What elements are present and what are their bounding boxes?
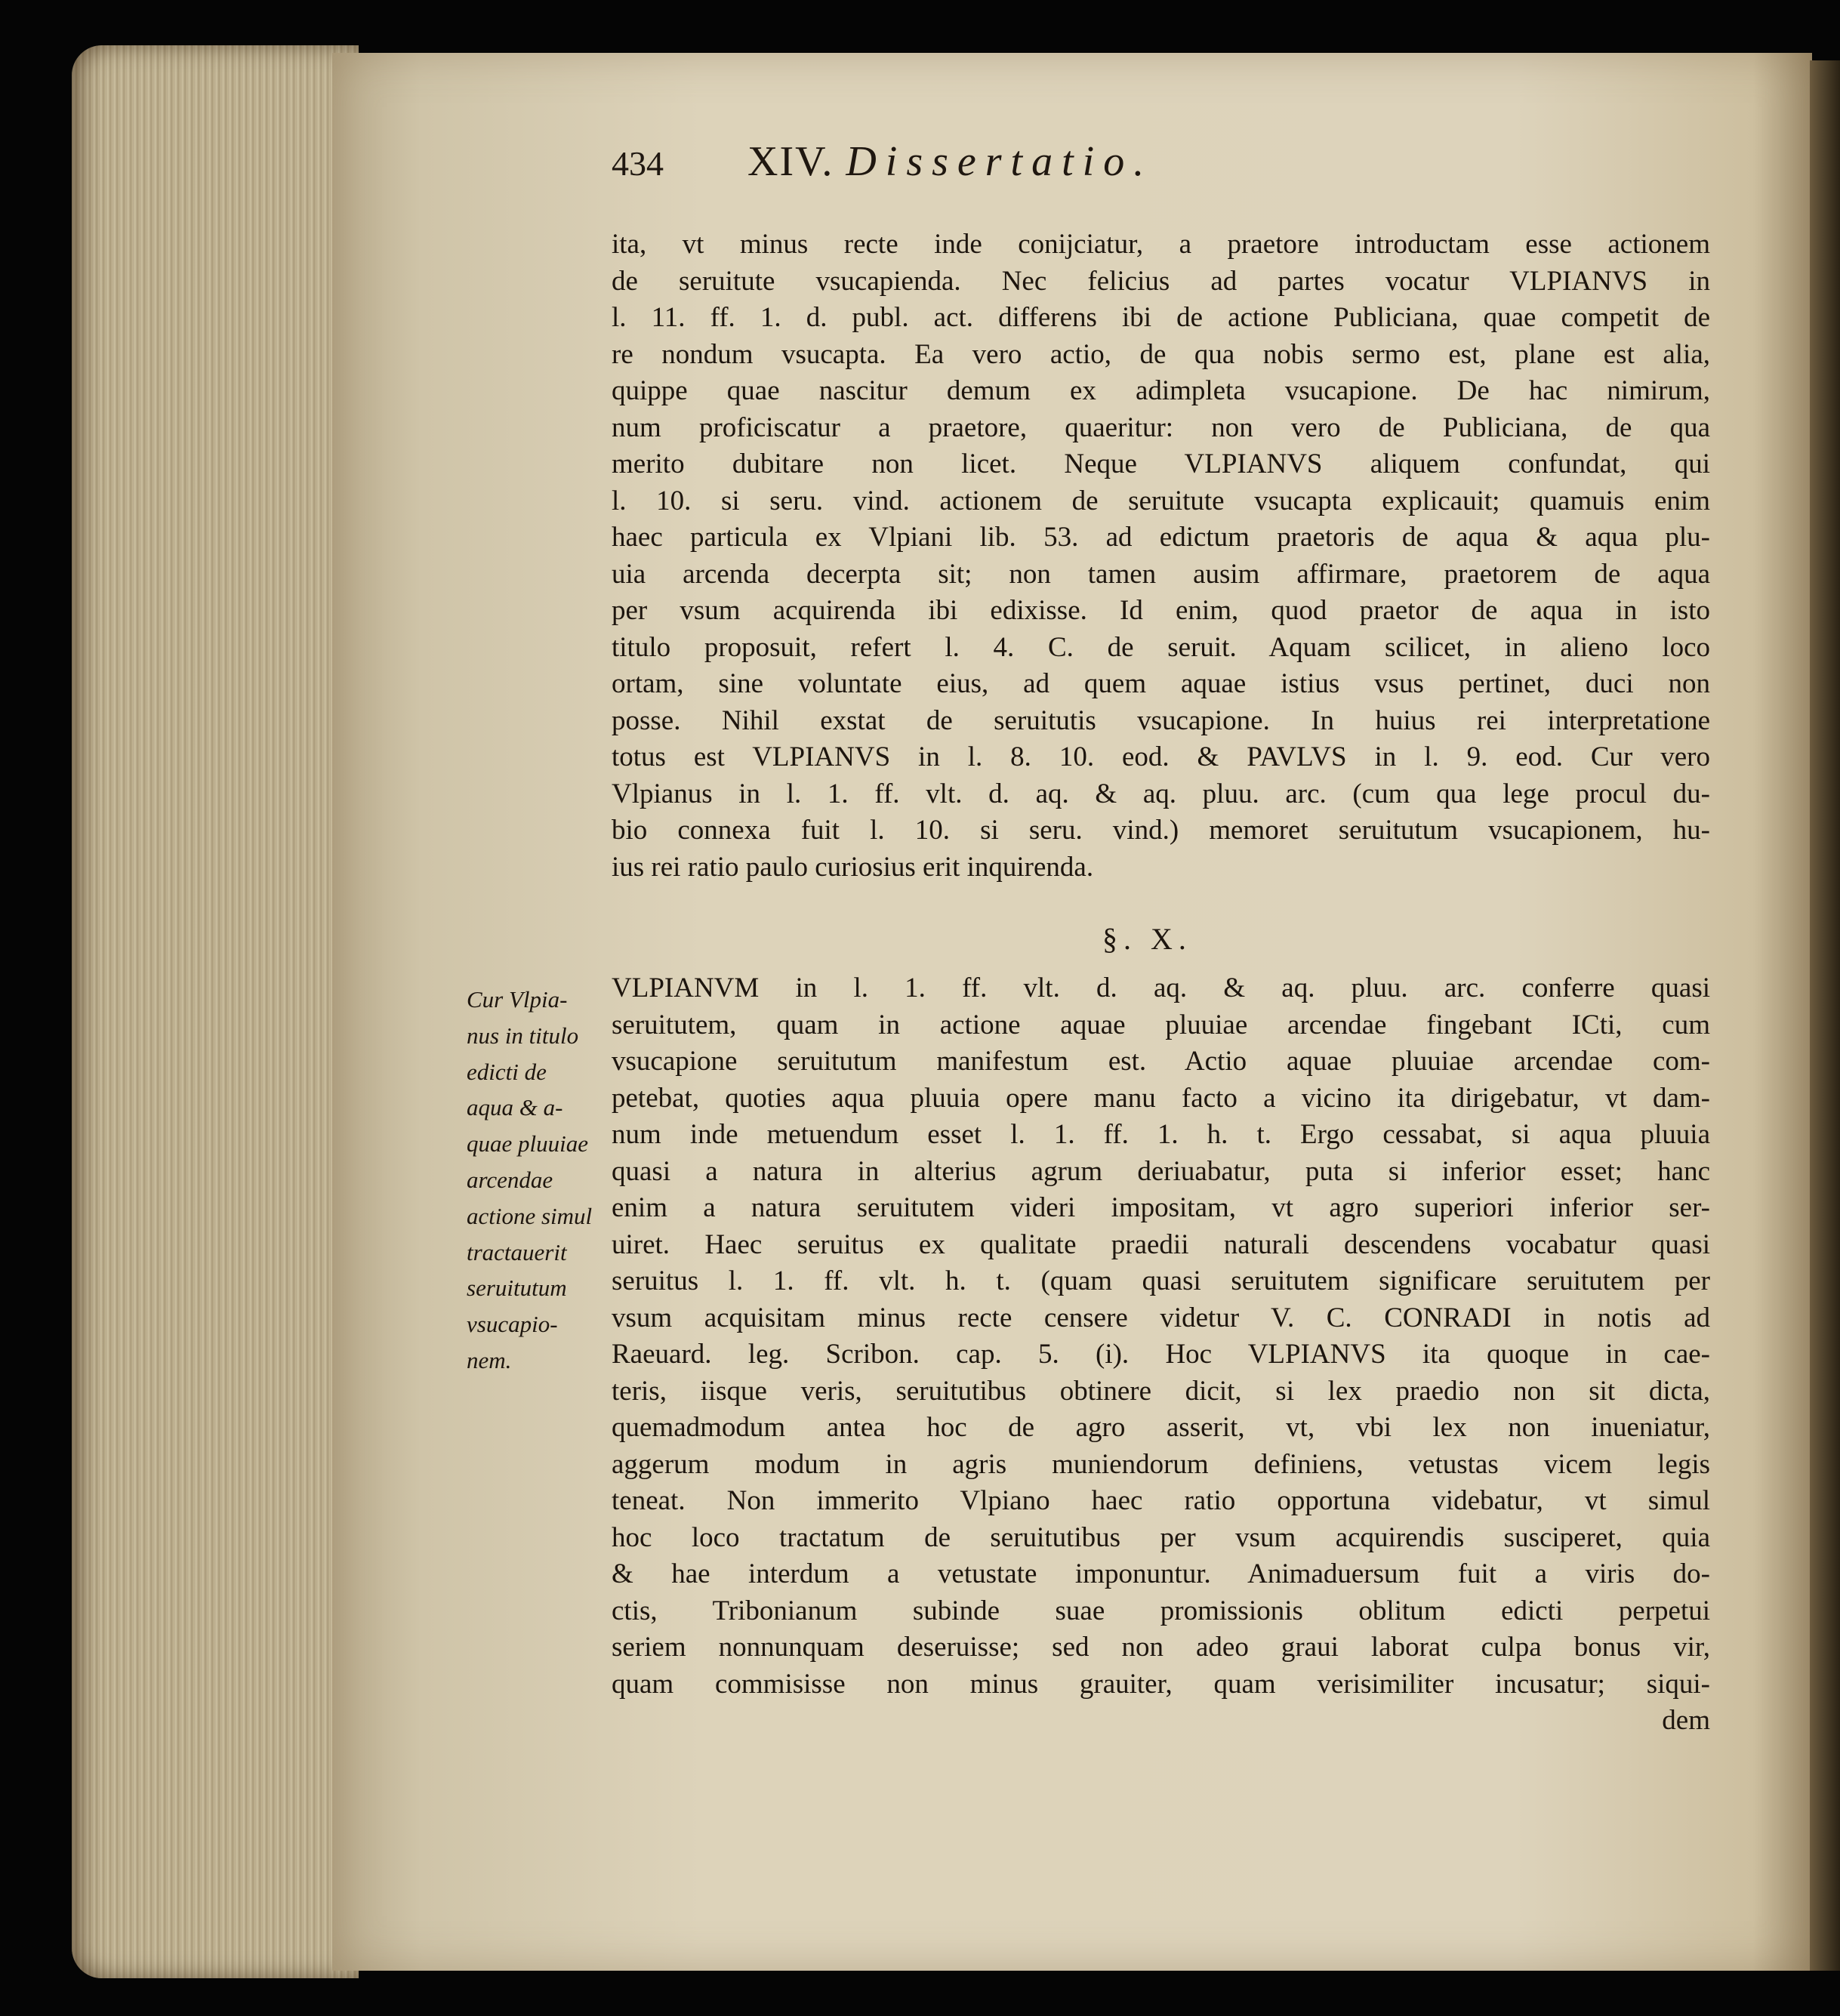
paragraph-1 [612,227,1710,886]
text-line: l. 10. si seru. vind. actionem de seruitute vsucapta explicauit; quamuis enim [612,485,1710,516]
text-line: ius rei ratio paulo curiosius erit inquirenda. [612,851,1094,883]
text-line: teris, iisque veris, seruitutibus obtinere dicit, si lex praedio non sit dicta, [612,1375,1710,1407]
catchword: dem [1662,1705,1710,1736]
text-line: teneat. Non immerito Vlpiano haec ratio opportuna videbatur, vt simul [612,1485,1710,1516]
text-line: aggerum modum in agris muniendorum definiens, vetustas vicem legis [612,1448,1710,1480]
text-line: haec particula ex Vlpiani lib. 53. ad edictum praetoris de aqua & aqua plu- [612,522,1710,553]
text-line: merito dubitare non licet. Neque VLPIANVS aliquem confundat, qui [612,449,1710,479]
text-line: num proficiscatur a praetore, quaeritur: non vero de Publiciana, de qua [612,412,1710,443]
text-line: uia arcenda decerpta sit; non tamen ausim affirmare, praetorem de aqua [612,558,1710,590]
marginal-note-line: actione simul [467,1202,593,1229]
text-line: petebat, quoties aqua pluuia opere manu facto a vicino ita dirigebatur, vt dam- [612,1082,1710,1114]
text-line: ortam, sine voluntate eius, ad quem aquae istius vsus pertinet, duci non [612,668,1710,699]
marginal-note-line: arcendae [467,1166,553,1193]
marginal-note-line: quae pluuiae [467,1130,588,1158]
text-line: quemadmodum antea hoc de agro asserit, vt, vbi lex non inueniatur, [612,1412,1710,1443]
text-line: per vsum acquirenda ibi edixisse. Id enim, quod praetor de aqua in isto [612,595,1710,626]
text-line: num inde metuendum esset l. 1. ff. 1. h. t. Ergo cessabat, si aqua pluuia [612,1119,1710,1150]
section-heading: §. X. [1102,922,1192,956]
marginal-note [467,982,606,1379]
text-line: ita, vt minus recte inde conijciatur, a praetore introductam esse actionem [612,229,1710,260]
text-line: uiret. Haec seruitus ex qualitate praedii naturali descendens vocabatur quasi [612,1228,1710,1260]
text-line: VLPIANVM in l. 1. ff. vlt. d. aq. & aq. pluu. arc. conferre quasi [612,973,1710,1003]
marginal-note-line: seruitutum [467,1275,567,1302]
running-title-word: Dissertatio. [846,138,1154,185]
text-line: titulo proposuit, refert l. 4. C. de seruit. Aquam scilicet, in alieno loco [612,631,1710,663]
text-line: de seruitute vsucapienda. Nec felicius ad partes vocatur VLPIANVS in [612,265,1710,297]
text-line: re nondum vsucapta. Ea vero actio, de qua nobis sermo est, plane est alia, [612,338,1710,370]
paragraph-2 [612,970,1710,1740]
facing-page-edge [1810,60,1840,1971]
text-line: & hae interdum a vetustate imponuntur. Animaduersum fuit a viris do- [612,1558,1710,1589]
text-line: quasi a natura in alterius agrum deriuabatur, puta si inferior esset; hanc [612,1155,1710,1187]
marginal-note-line: tractauerit [467,1238,567,1265]
text-line: quippe quae nascitur demum ex adimpleta vsucapione. De hac nimirum, [612,375,1710,406]
marginal-note-line: Cur Vlpia- [467,986,568,1013]
text-line: enim a natura seruitutem videri impositam, vt agro superiori inferior ser- [612,1192,1710,1223]
text-line: totus est VLPIANVS in l. 8. 10. eod. & PAVLVS in l. 9. eod. Cur vero [612,741,1710,772]
page-header [612,138,1699,204]
text-line: seruitutem, quam in actione aquae pluuiae arcendae fingebant ICti, cum [612,1009,1710,1040]
text-line: seruitus l. 1. ff. vlt. h. t. (quam quasi seruitutem significare seruitutem per [612,1265,1710,1296]
page-number: 434 [612,144,664,183]
text-line: seriem nonnunquam deseruisse; sed non adeo graui laborat culpa bonus vir, [612,1632,1710,1663]
marginal-note-line: nus in titulo [467,1022,579,1049]
marginal-note-line: aqua & a- [467,1094,563,1121]
text-line: l. 11. ff. 1. d. publ. act. differens ibi de actione Publiciana, quae competit de [612,302,1710,333]
text-line: vsum acquisitam minus recte censere videtur V. C. CONRADI in notis ad [612,1302,1710,1333]
marginal-note-line: edicti de [467,1058,547,1085]
running-title [747,137,1153,186]
marginal-note-line: nem. [467,1346,512,1373]
text-line: quam commisisse non minus grauiter, quam verisimiliter incusatur; siqui- [612,1668,1710,1700]
text-line: ctis, Tribonianum subinde suae promissionis oblitum edicti perpetui [612,1595,1710,1626]
running-title-roman: XIV. [747,138,834,185]
marginal-note-line: vsucapio- [467,1311,558,1338]
text-line: Vlpianus in l. 1. ff. vlt. d. aq. & aq. pluu. arc. (cum qua lege procul du- [612,778,1710,809]
text-line: Raeuard. leg. Scribon. cap. 5. (i). Hoc VLPIANVS ita quoque in cae- [612,1339,1710,1370]
text-line: posse. Nihil exstat de seruitutis vsucapione. In huius rei interpretatione [612,704,1710,736]
text-line: vsucapione seruitutum manifestum est. Actio aquae pluuiae arcendae com- [612,1046,1710,1077]
page-fore-edge [72,45,359,1978]
text-line: hoc loco tractatum de seruitutibus per vsum acquirendis susciperet, quia [612,1521,1710,1553]
text-line: bio connexa fuit l. 10. si seru. vind.) memoret seruitutum vsucapionem, hu- [612,815,1710,846]
